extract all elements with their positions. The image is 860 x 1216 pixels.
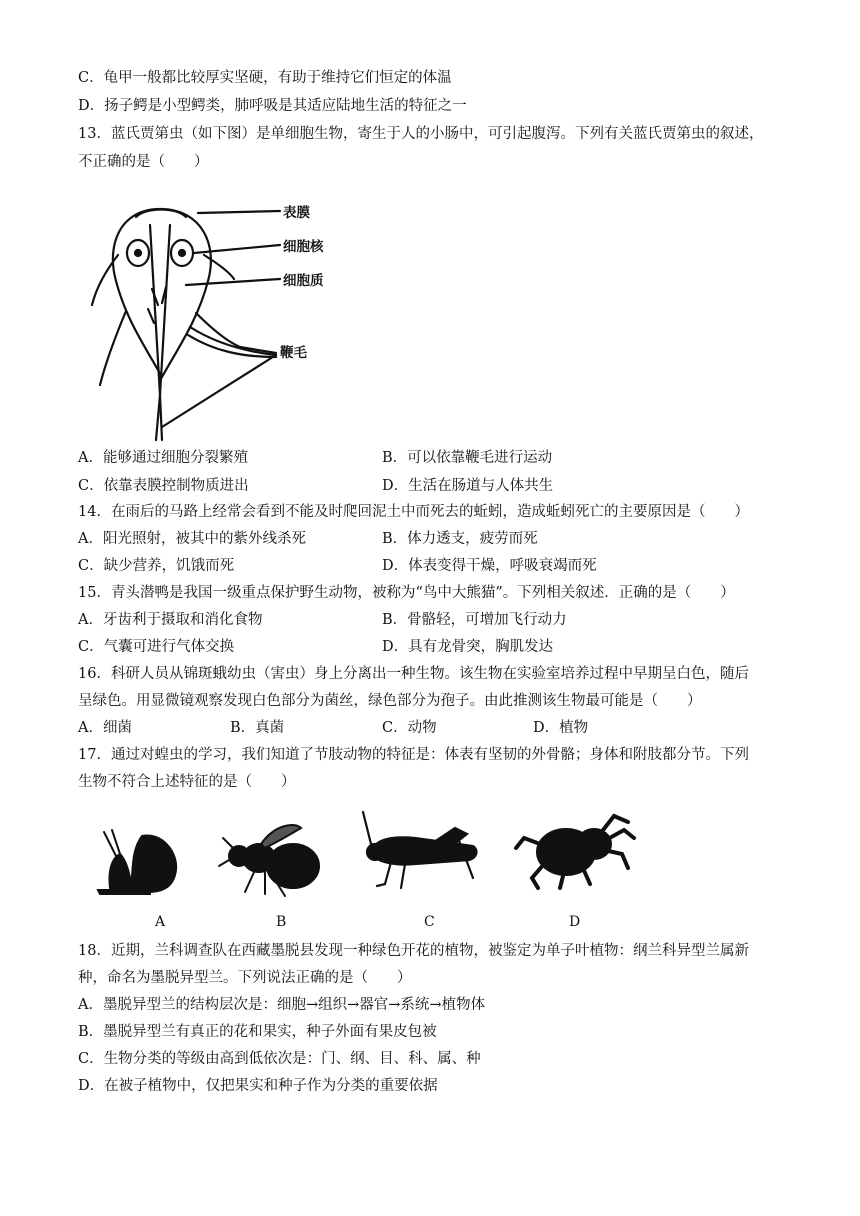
q13-option-a: A．能够通过细胞分裂繁殖	[78, 450, 248, 466]
q15-option-b: B．骨骼轻，可增加飞行动力	[382, 612, 567, 628]
q13-option-d: D．生活在肠道与人体共生	[382, 478, 554, 494]
q18-option-b: B．墨脱异型兰有真正的花和果实，种子外面有果皮包被	[78, 1024, 437, 1040]
q16-option-a: A．细菌	[78, 720, 132, 736]
q17-label-a: A	[155, 914, 166, 930]
q16-option-d: D．植物	[533, 720, 589, 736]
label-flagella: 鞭毛	[280, 345, 307, 361]
q17-label-d: D	[569, 914, 581, 930]
q18-stem-line1: 18．近期，兰科调查队在西藏墨脱县发现一种绿色开花的植物，被鉴定为单子叶植物：纲兰科异型兰属新	[78, 943, 749, 959]
q18-option-a: A．墨脱异型兰的结构层次是：细胞→组织→器官→系统→植物体	[78, 997, 486, 1013]
q14-option-d: D．体表变得干燥，呼吸衰竭而死	[382, 558, 597, 574]
q18-option-c: C．生物分类的等级由高到低依次是：门、纲、目、科、属、种	[78, 1051, 481, 1067]
q16-stem-line2: 呈绿色。用显微镜观察发现白色部分为菌丝，绿色部分为孢子。由此推测该生物最可能是（ ）	[78, 693, 702, 709]
q12-option-c: C．龟甲一般都比较厚实坚硬，有助于维持它们恒定的体温	[78, 70, 452, 86]
label-cytoplasm: 细胞质	[283, 273, 324, 289]
q17-stem-line1: 17．通过对蝗虫的学习，我们知道了节肢动物的特征是：体表有坚韧的外骨骼；身体和附肢都分节。下列	[78, 747, 749, 763]
snail-image	[90, 818, 180, 898]
grasshopper-silhouette	[355, 808, 485, 898]
q13-option-b: B．可以依靠鞭毛进行运动	[382, 450, 553, 466]
q18-stem-line2: 种，命名为墨脱异型兰。下列说法正确的是（ ）	[78, 970, 412, 986]
label-nucleus: 细胞核	[283, 239, 324, 255]
bee-silhouette	[215, 818, 325, 898]
q15-option-a: A．牙齿利于摄取和消化食物	[78, 612, 263, 628]
q13-stem-line2: 不正确的是（ ）	[78, 154, 209, 170]
q17-stem-line2: 生物不符合上述特征的是（ ）	[78, 774, 296, 790]
giardia-diagram	[90, 195, 350, 445]
q18-option-d: D．在被子植物中，仅把果实和种子作为分类的重要依据	[78, 1078, 438, 1094]
label-membrane: 表膜	[283, 205, 310, 221]
q15-option-d: D．具有龙骨突，胸肌发达	[382, 639, 554, 655]
grasshopper-image	[355, 808, 485, 898]
q14-option-c: C．缺少营养，饥饿而死	[78, 558, 235, 574]
q16-stem-line1: 16．科研人员从锦斑蛾幼虫（害虫）身上分离出一种生物。该生物在实验室培养过程中早期呈白色，随后	[78, 666, 749, 682]
q16-option-c: C．动物	[382, 720, 437, 736]
q13-option-c: C．依靠表膜控制物质进出	[78, 478, 249, 494]
q15-stem: 15．青头潜鸭是我国一级重点保护野生动物，被称为“鸟中大熊猫”。下列相关叙述．正确的是（ ）	[78, 585, 735, 601]
q12-option-d: D．扬子鳄是小型鳄类，肺呼吸是其适应陆地生活的特征之一	[78, 98, 467, 114]
giardia-drawing	[90, 195, 350, 445]
snail-silhouette	[90, 818, 180, 898]
q13-stem-line1: 13．蓝氏贾第虫（如下图）是单细胞生物，寄生于人的小肠中，可引起腹泻。下列有关蓝氏贾第虫的叙述，	[78, 126, 764, 142]
spider-silhouette	[510, 808, 640, 893]
q14-option-a: A．阳光照射，被其中的紫外线杀死	[78, 531, 306, 547]
q16-option-b: B．真菌	[230, 720, 285, 736]
q14-stem: 14．在雨后的马路上经常会看到不能及时爬回泥土中而死去的蚯蚓，造成蚯蚓死亡的主要原因是（ ）	[78, 504, 749, 520]
q17-label-b: B	[276, 914, 287, 930]
q17-label-c: C	[424, 914, 435, 930]
q14-option-b: B．体力透支，疲劳而死	[382, 531, 538, 547]
bee-image	[215, 818, 325, 898]
spider-image	[510, 808, 640, 893]
q15-option-c: C．气囊可进行气体交换	[78, 639, 235, 655]
